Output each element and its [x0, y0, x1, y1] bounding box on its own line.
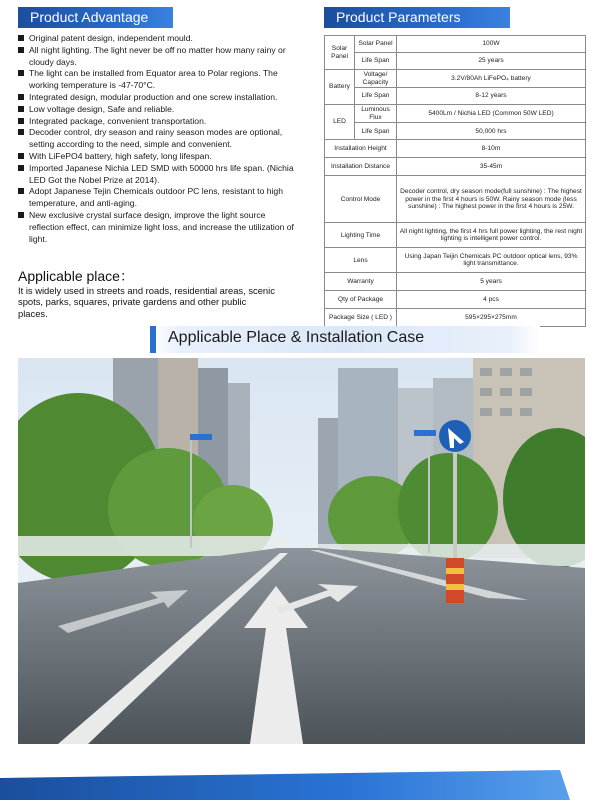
table-row: [325, 223, 586, 248]
table-row: [325, 291, 586, 309]
square-bullet-icon: [18, 118, 24, 124]
advantage-item: Low voltage design, Safe and reliable.: [18, 104, 302, 116]
row-label-solar-panel: Solar Panel: [325, 36, 355, 70]
sub-label-voltage-capacity: Voltage/ Capacity: [355, 70, 397, 88]
sub-label-life-span: Life Span: [355, 53, 397, 70]
square-bullet-icon: [18, 129, 24, 135]
value-solar-panel: 100W: [397, 36, 586, 53]
advantage-item: Imported Japanese Nichia LED SMD with 50000 hrs life span. (Nichia LED Got the Nobel Prize at 2014).: [18, 163, 302, 187]
value-solar-life: 25 years: [397, 53, 586, 70]
square-bullet-icon: [18, 165, 24, 171]
parameters-table: [324, 35, 586, 327]
value-lighting-time: All night lighting, the first 4 hrs full power lighting, the rest night lighting is intelligent power control.: [397, 223, 586, 248]
table-row: [325, 273, 586, 291]
row-label-package-size: Package Size ( LED ): [325, 309, 397, 327]
applicable-place-title: Applicable place：: [18, 268, 134, 284]
value-led-life: 50,000 hrs: [397, 123, 586, 140]
advantage-item: Integrated design, modular production and one screw installation.: [18, 92, 302, 104]
table-row: [325, 53, 586, 70]
advantage-item: With LiFePO4 battery, high safety, long lifespan.: [18, 151, 302, 163]
footer-band: [0, 770, 600, 800]
row-label-control-mode: Control Mode: [325, 176, 397, 223]
row-label-installation-height: Installation Height: [325, 140, 397, 158]
product-advantage-title: Product Advantage: [30, 9, 149, 25]
value-battery-life: 8-12 years: [397, 88, 586, 105]
table-row: [325, 140, 586, 158]
square-bullet-icon: [18, 188, 24, 194]
sub-label-life-span: Life Span: [355, 88, 397, 105]
table-row: [325, 36, 586, 53]
installation-case-header: [150, 326, 540, 353]
sub-label-luminous-flux: Luminous Flux: [355, 105, 397, 123]
advantage-list: [18, 33, 302, 245]
product-parameters-header: [324, 7, 510, 28]
square-bullet-icon: [18, 153, 24, 159]
row-label-battery: Battery: [325, 70, 355, 105]
square-bullet-icon: [18, 35, 24, 41]
street-photo: [18, 358, 585, 744]
value-qty-package: 4 pcs: [397, 291, 586, 309]
value-installation-distance: 35-45m: [397, 158, 586, 176]
value-battery: 3.2V/80Ah LiFePO₄ battery: [397, 70, 586, 88]
advantage-item: New exclusive crystal surface design, improve the light source reflection effect, can minimize light loss, and increase the utilization of light.: [18, 210, 302, 245]
square-bullet-icon: [18, 47, 24, 53]
table-row: [325, 105, 586, 123]
table-row: [325, 309, 586, 327]
table-row: [325, 158, 586, 176]
row-label-led: LED: [325, 105, 355, 140]
row-label-lens: Lens: [325, 248, 397, 273]
value-package-size: 595×295×275mm: [397, 309, 586, 327]
sub-label-solar-panel: Solar Panel: [355, 36, 397, 53]
advantage-item: The light can be installed from Equator area to Polar regions. The working temperature is -47-70°C.: [18, 68, 302, 92]
row-label-lighting-time: Lighting Time: [325, 223, 397, 248]
row-label-warranty: Warranty: [325, 273, 397, 291]
value-led: 5400Lm / Nichia LED (Common 50W LED): [397, 105, 586, 123]
advantage-item: Adopt Japanese Tejin Chemicals outdoor PC lens, resistant to high temperature, and anti-aging.: [18, 186, 302, 210]
square-bullet-icon: [18, 106, 24, 112]
value-installation-height: 8-10m: [397, 140, 586, 158]
advantage-item: All night lighting. The light never be off no matter how many rainy or cloudy days.: [18, 45, 302, 69]
table-row: [325, 176, 586, 223]
row-label-qty-package: Qty of Package: [325, 291, 397, 309]
applicable-place-text: It is widely used in streets and roads, residential areas, scenic spots, parks, squares, private gardens and other public places.: [18, 285, 275, 319]
sub-label-life-span: Life Span: [355, 123, 397, 140]
advantage-item: Decoder control, dry season and rainy season modes are optional, setting according to the need, simple and convenient.: [18, 127, 302, 151]
value-warranty: 5 years: [397, 273, 586, 291]
advantage-item: Original patent design, independent mould.: [18, 33, 302, 45]
advantage-item: Integrated package, convenient transportation.: [18, 116, 302, 128]
product-parameters-title: Product Parameters: [336, 9, 461, 25]
table-row: [325, 70, 586, 88]
square-bullet-icon: [18, 212, 24, 218]
row-label-installation-distance: Installation Distance: [325, 158, 397, 176]
value-lens: Using Japan Teijin Chemicals PC outdoor optical lens, 93% light transmittance.: [397, 248, 586, 273]
square-bullet-icon: [18, 70, 24, 76]
value-control-mode: Decoder control, dry season mode(full sunshine) : The highest power in the first 4 hours is 50W. Rainy season mode (less sunshine) : The highest power in the first 4 hours is 25W.: [397, 176, 586, 223]
table-row: [325, 123, 586, 140]
square-bullet-icon: [18, 94, 24, 100]
header-accent-bar: [150, 326, 156, 353]
installation-case-title: Applicable Place & Installation Case: [168, 329, 425, 346]
product-advantage-header: [18, 7, 173, 28]
table-row: [325, 248, 586, 273]
table-row: [325, 88, 586, 105]
